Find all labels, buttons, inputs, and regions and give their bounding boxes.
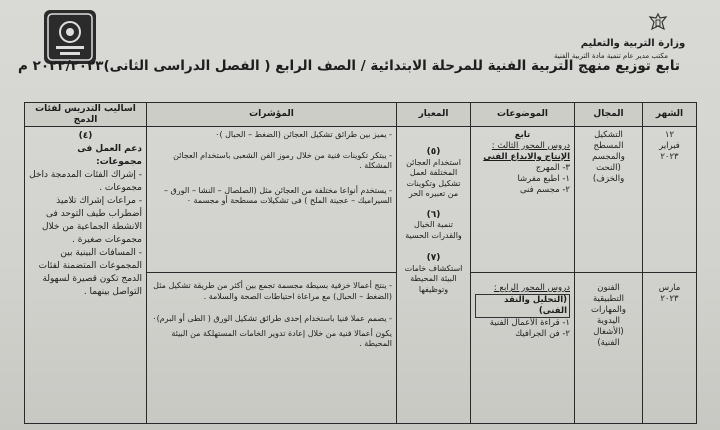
indicators-cell: - ينتج أعمالا خزفية بسيطة مجسمة تجمع بين أكثر من طريقة تشكيل مثل (الضغط – الحبال) مع مراعاة احتياطات الصحة والسلامة . - يصمم عملا فنيا باستخدام إحدى طرائق تشكيل الورق ( الطى أو البرم)٠ يكون أعمالا فنية من خلال إعادة تدوير الخامات المستهلكة من البيئة المحيطة . (147, 273, 397, 424)
document-title: تابع توزيع منهج التربية الفنية للمرحلة الابتدائية / الصف الرابع ( الفصل الدراسى الثانى)٢٠٢٢/٢٠٢٣ م (18, 58, 680, 74)
topics-cell: دروس المحور الرابع : (التحليل والنقد الفنى) ١- قراءة الأعمال الفنية ٢- فن الجرافيك (471, 273, 575, 424)
ministry-office: مكتب مدير عام تنمية مادة التربية الفنية (554, 52, 668, 60)
field-cell: التشكيل المسطح والمجسم (النحت والخزف) (575, 127, 643, 273)
curriculum-table (24, 102, 697, 424)
month-cell: ١٢ فبراير ٢٠٢٣ (643, 127, 697, 273)
table-header-row (25, 103, 697, 127)
header-criteria: المعيار (397, 103, 471, 127)
table-row (25, 127, 697, 273)
header-month: الشهر (643, 103, 697, 127)
methods-cell: (٤) دعم العمل فى مجموعات: - إشراك الفئات المدمجة داخل مجموعات . - مراعات إشراك تلاميذ أضطراب طيف التوحد فى الانشطة الجماعية من خلال مجموعات صغيرة . - المسافات البينية بين المجموعات المتضمنة لفئات الدمج تكون قصيرة لسهولة التواصل بينهما . (25, 127, 147, 424)
eagle-emblem-icon (646, 12, 670, 36)
ministry-name: وزارة التربية والتعليم (580, 38, 686, 49)
header-topics: الموضوعات (471, 103, 575, 127)
header-field: المجال (575, 103, 643, 127)
header-indicators: المؤشرات (147, 103, 397, 127)
indicators-cell: - يميز بين طرائق تشكيل العجائن (الضغط – الحبال )٠ - يبتكر تكوينات فنية من خلال رموز الفن الشعبى باستخدام العجائن المشكلة . - يستخدم أنواعا مختلفة من العجائن مثل (الصلصال – النشا – الورق – السيراميك – عجينة الملح ) فى تشكيلات مسطحة أو مجسمة ٠ (147, 127, 397, 273)
header-methods: اساليب التدريس لفئات الدمج (25, 103, 147, 127)
month-cell: مارس ٢٠٢٣ (643, 273, 697, 424)
field-cell: الفنون التطبيقية والمهارات اليدوية (الأشغال الفنية) (575, 273, 643, 424)
topics-cell: تابع دروس المحور الثالث : الإنتاج والابداع الفنى ٣- المهرج ١- اطبع مفرشا ٢- مجسم فنى (471, 127, 575, 273)
criteria-cell: (٥) استخدام العجائن المختلفة لعمل تشكيل وتكوينات من تعبيره الحر (٦) تنمية الخيال والقدرات الحسية (٧) استكشاف خامات البيئة المحيطة وتوظيفها (397, 127, 471, 424)
